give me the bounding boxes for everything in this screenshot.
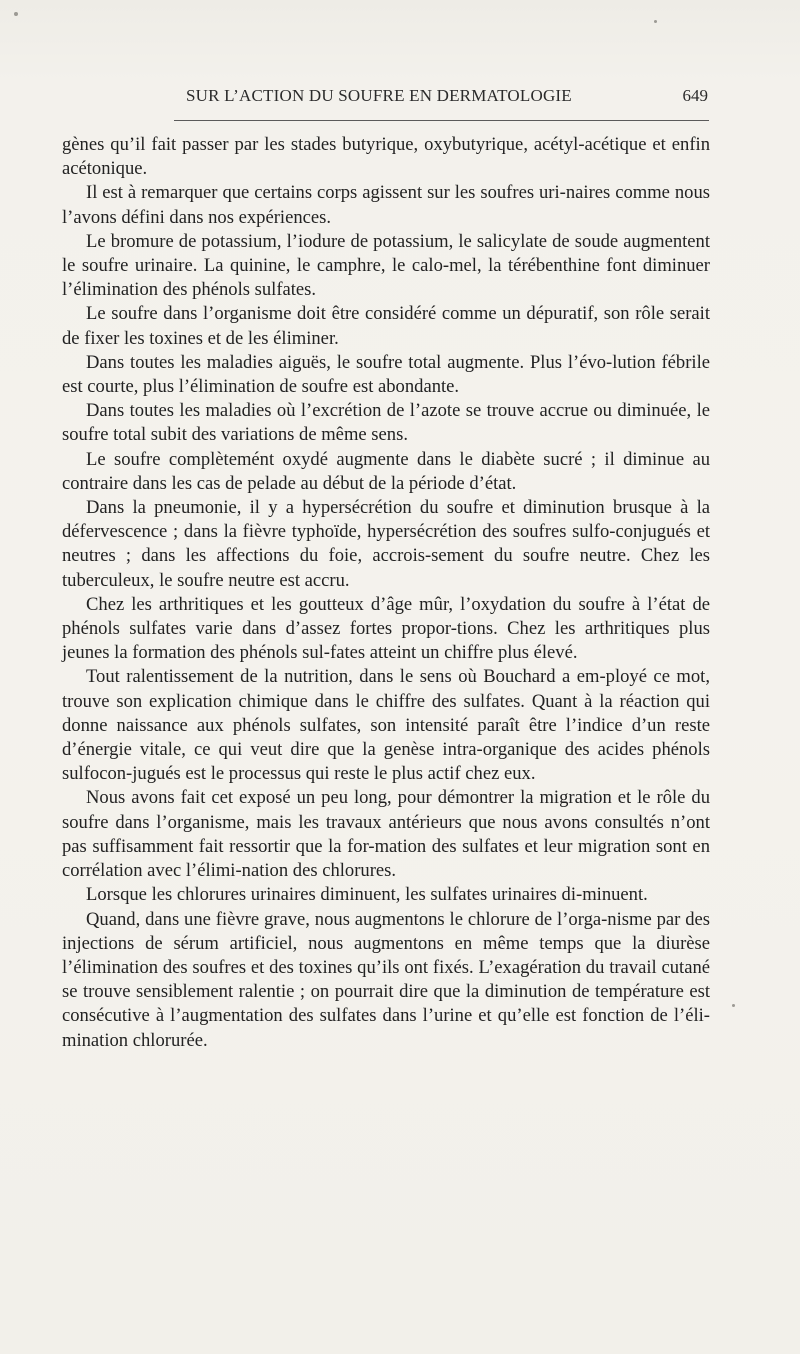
page-number: 649 [682,86,708,105]
running-title: SUR L’ACTION DU SOUFRE EN DERMATOLOGIE [186,86,572,105]
paper-speck [732,1004,735,1007]
paragraph: Tout ralentissement de la nutrition, dans le sens où Bouchard a em-ployé ce mot, trouve son explication chimique dans le chiffre des sulfates. Quant à la réaction qui donne naissance aux phénols sulfates, son intensité paraît être l’indice d’un reste d’énergie vitale, ce qui veut dire que la genèse intra-organique des acides phénols sulfocon-jugués est le processus qui reste le plus actif chez eux. [62,666,710,785]
running-header [62,82,710,110]
paragraph: Le soufre complètemént oxydé augmente dans le diabète sucré ; il diminue au contraire dans les cas de pelade au début de la période d’état. [62,448,710,494]
header-rule [174,120,709,121]
paragraph: Chez les arthritiques et les goutteux d’âge mûr, l’oxydation du soufre à l’état de phénols sulfates varie dans d’assez fortes propor-tions. Chez les arthritiques plus jeunes la formation des phénols sul-fates atteint un chiffre plus élevé. [62,593,710,664]
paragraph: Quand, dans une fièvre grave, nous augmentons le chlorure de l’orga-nisme par des injections de sérum artificiel, nous augmentons en même temps que la diurèse l’élimination des soufres et des toxines qu’ils ont fixés. L’exagération du travail cutané se trouve sensiblement ralentie ; on pourrait dire que la diminution de température est consécutive à l’augmentation des sulfates dans l’urine et qu’elle est fonction de l’éli-mination chlorurée. [62,908,710,1051]
paragraph: Nous avons fait cet exposé un peu long, pour démontrer la migration et le rôle du soufre dans l’organisme, mais les travaux antérieurs que nous avons consultés n’ont pas suffisamment fait ressortir que la for-mation des sulfates et leur migration sont en corrélation avec l’élimi-nation des chlorures. [62,787,710,882]
paragraph: Le soufre dans l’organisme doit être considéré comme un dépuratif, son rôle serait de fixer les toxines et de les éliminer. [62,303,710,349]
paper-speck [14,12,18,16]
paragraph: Il est à remarquer que certains corps agissent sur les soufres uri-naires comme nous l’avons défini dans nos expériences. [62,182,710,228]
paragraph: Dans toutes les maladies aiguës, le soufre total augmente. Plus l’évo-lution fébrile est courte, plus l’élimination de soufre est abondante. [62,351,710,398]
paragraph: Le bromure de potassium, l’iodure de potassium, le salicylate de soude augmentent le soufre urinaire. La quinine, le camphre, le calo-mel, la térébenthine font diminuer l’élimination des phénols sulfates. [62,230,710,301]
paragraph: Dans toutes les maladies où l’excrétion de l’azote se trouve accrue ou diminuée, le soufre total subit des variations de même sens. [62,400,710,446]
paper-speck [654,20,657,23]
paragraph: Dans la pneumonie, il y a hypersécrétion du soufre et diminution brusque à la défervescence ; dans la fièvre typhoïde, hypersécrétion des soufres sulfo-conjugués et neutres ; dans les affections du foie, accrois-sement du soufre neutre. Chez les tuberculeux, le soufre neutre est accru. [62,497,710,591]
body-text [62,133,710,1053]
paragraph: Lorsque les chlorures urinaires diminuent, les sulfates urinaires di-minuent. [86,884,648,906]
paragraph: gènes qu’il fait passer par les stades butyrique, oxybutyrique, acétyl-acétique et enfin acétonique. [62,134,710,180]
